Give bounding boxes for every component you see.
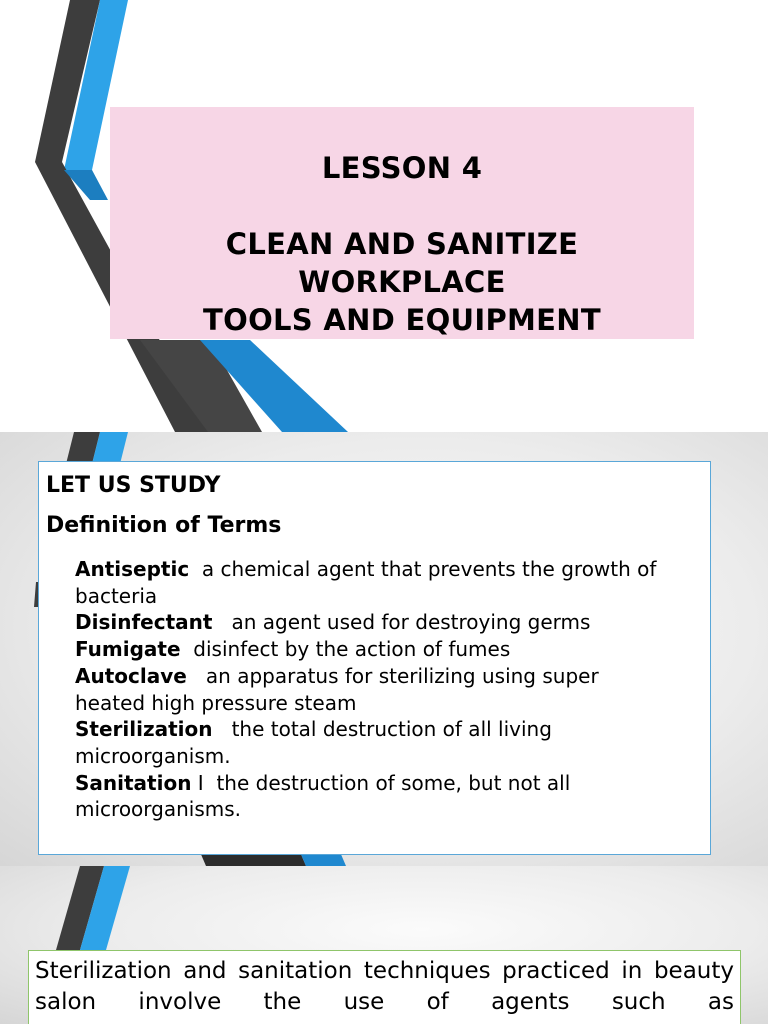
term-name: Autoclave xyxy=(75,663,187,688)
term-definition: disinfect by the action of fumes xyxy=(193,637,511,662)
term-separator xyxy=(189,557,202,581)
term-row xyxy=(46,663,710,690)
lesson-title-line-2: WORKPLACE xyxy=(298,265,506,299)
term-definition: the total destruction of all living xyxy=(231,717,552,742)
term-row xyxy=(46,770,710,797)
definitions-box xyxy=(38,461,711,855)
terms-list xyxy=(46,556,710,823)
term-row xyxy=(46,716,710,743)
term-separator xyxy=(187,664,206,688)
term-definition: the destruction of some, but not all xyxy=(216,770,571,795)
term-definition: a chemical agent that prevents the growth of xyxy=(201,557,657,581)
term-separator xyxy=(181,637,194,661)
term-row xyxy=(46,609,710,636)
term-row xyxy=(46,583,710,610)
term-name: Antiseptic xyxy=(75,557,190,581)
term-row xyxy=(46,690,710,717)
term-row xyxy=(46,636,710,663)
term-definition: heated high pressure steam xyxy=(75,690,357,715)
lesson-number: LESSON 4 xyxy=(321,151,483,185)
sanitation-slide xyxy=(0,866,768,1024)
term-name: Disinfectant xyxy=(75,610,213,635)
term-definition: microorganism. xyxy=(75,743,231,768)
lesson-title-line-3: TOOLS AND EQUIPMENT xyxy=(203,303,601,337)
term-row xyxy=(46,796,710,823)
term-name: Sterilization xyxy=(75,717,213,742)
term-row xyxy=(46,743,710,770)
sanitation-paragraph-box xyxy=(28,950,741,1024)
term-name: Fumigate xyxy=(75,637,181,662)
term-separator xyxy=(212,610,231,634)
definitions-slide xyxy=(0,432,768,866)
term-separator xyxy=(213,717,232,741)
sanitation-paragraph: Sterilization and sanitation techniques practiced in beauty salon involve the use of agents such as xyxy=(35,958,734,1015)
term-row xyxy=(46,556,710,583)
term-definition: bacteria xyxy=(75,583,158,608)
lesson-title-box xyxy=(110,107,694,339)
term-definition: an agent used for destroying germs xyxy=(231,610,591,635)
term-separator: I xyxy=(191,770,217,795)
section-heading: LET US STUDY xyxy=(46,473,221,498)
section-subheading: Definition of Terms xyxy=(46,513,282,538)
term-definition: microorganisms. xyxy=(75,797,242,822)
title-slide xyxy=(0,0,768,432)
term-name: Sanitation xyxy=(75,770,192,795)
term-definition: an apparatus for sterilizing using super xyxy=(205,663,599,688)
lesson-title-line-1: CLEAN AND SANITIZE xyxy=(225,227,579,261)
